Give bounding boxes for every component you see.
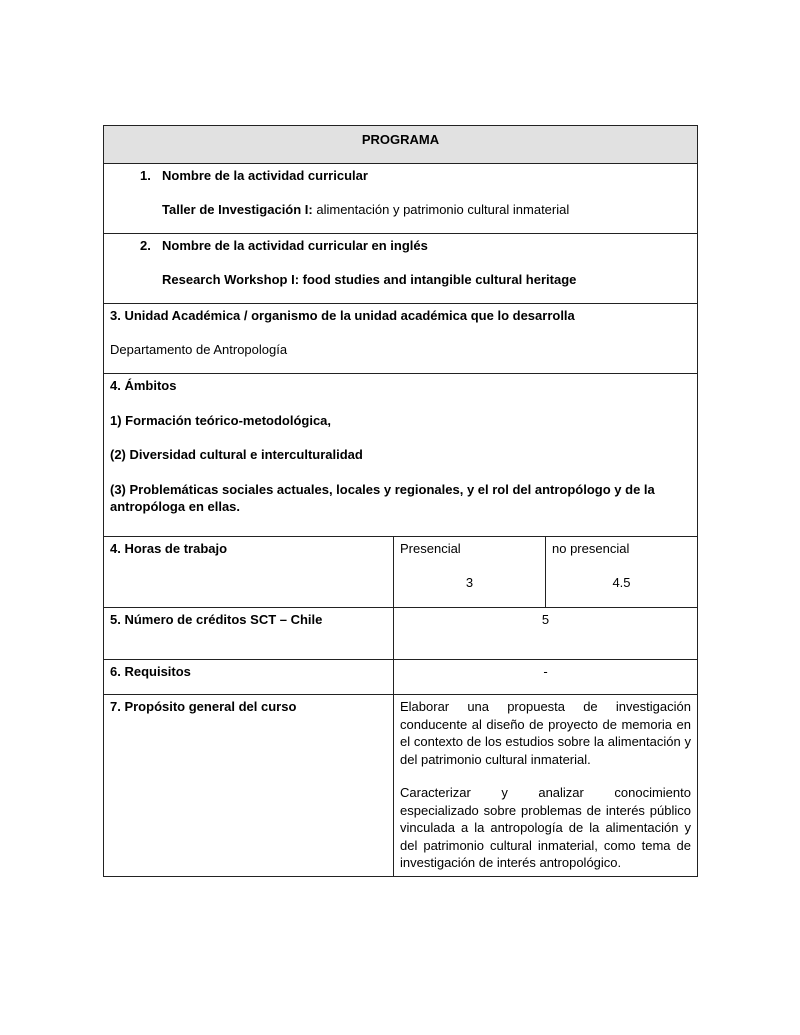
program-title: PROGRAMA — [104, 126, 698, 164]
presencial-label: Presencial — [400, 541, 461, 556]
purpose-row — [104, 695, 698, 877]
purpose-paragraph: Elaborar una propuesta de investigación conducente al diseño de proyecto de memoria en el contexto de los estudios sobre la alimentación y del patrimonio cultural inmaterial. — [400, 699, 691, 767]
no-presencial-cell — [546, 537, 698, 608]
ambito-item: 1) Formación teórico-metodológica, — [110, 412, 332, 428]
presencial-value: 3 — [465, 574, 474, 590]
purpose-cell — [394, 695, 698, 877]
section-1-value: Taller de Investigación I: alimentación y patrimonio cultural inmaterial — [162, 201, 570, 217]
requirements-value: - — [394, 660, 698, 695]
section-4-label: 4. Ámbitos — [110, 378, 177, 393]
no-presencial-value: 4.5 — [612, 574, 631, 590]
ambito-item: (2) Diversidad cultural e interculturalidad — [110, 447, 363, 462]
section-2-label: 2. Nombre de la actividad curricular en inglés — [140, 238, 428, 253]
section-3-row — [104, 304, 698, 374]
section-3-value: Departamento de Antropología — [110, 341, 288, 357]
credits-row — [104, 608, 698, 660]
section-3-label: 3. Unidad Académica / organismo de la unidad académica que lo desarrolla — [110, 308, 575, 323]
requirements-row — [104, 660, 698, 695]
presencial-cell — [394, 537, 546, 608]
ambito-item: (3) Problemáticas sociales actuales, locales y regionales, y el rol del antropólogo y de la antropóloga en ellas. — [110, 481, 655, 514]
section-2-value: Research Workshop I: food studies and intangible cultural heritage — [162, 271, 577, 287]
credits-label: 5. Número de créditos SCT – Chile — [104, 608, 394, 660]
hours-row — [104, 537, 698, 608]
purpose-label: 7. Propósito general del curso — [104, 695, 394, 877]
section-1-row — [104, 164, 698, 234]
purpose-paragraph: Caracterizar y analizar conocimiento especializado sobre problemas de interés público vinculada a la antropología de la alimentación y del patrimonio cultural inmaterial, como tema de investigación de interés antropológico. — [400, 785, 691, 870]
section-2-row — [104, 234, 698, 304]
header-row — [104, 126, 698, 164]
program-table — [103, 125, 698, 877]
no-presencial-label: no presencial — [552, 541, 630, 556]
section-1-label: 1. Nombre de la actividad curricular — [140, 168, 368, 183]
credits-value: 5 — [394, 608, 698, 660]
requirements-label: 6. Requisitos — [104, 660, 394, 695]
hours-label: 4. Horas de trabajo — [104, 537, 394, 608]
section-4-row — [104, 374, 698, 537]
